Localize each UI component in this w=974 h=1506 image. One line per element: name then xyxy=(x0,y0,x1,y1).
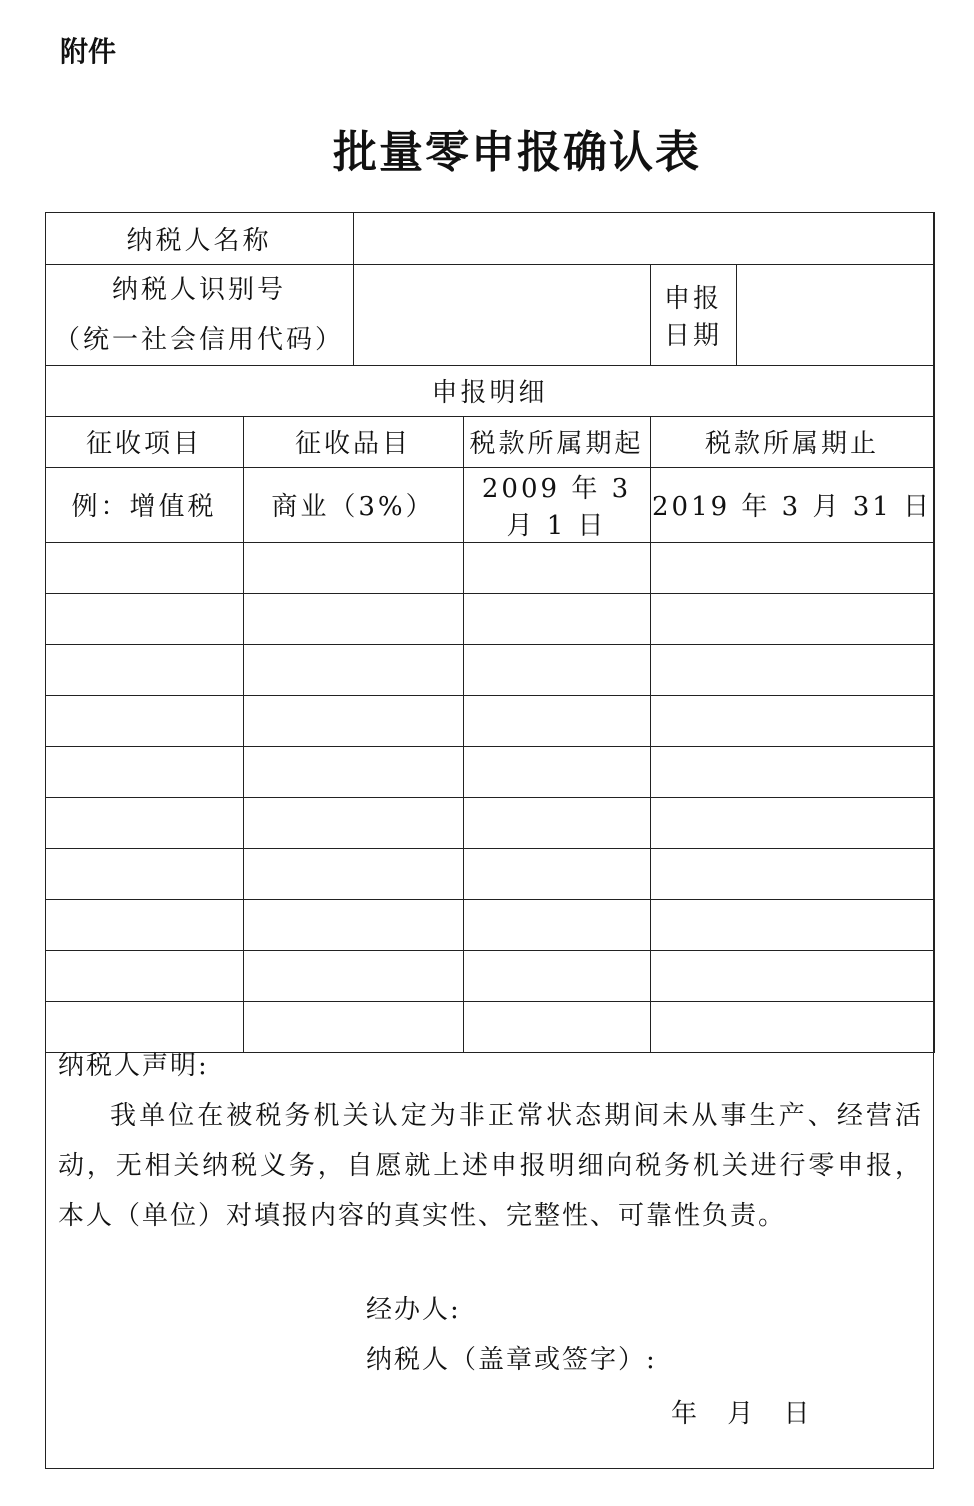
levy-category-cell[interactable] xyxy=(243,797,463,848)
levy-category-cell[interactable] xyxy=(243,899,463,950)
levy-item-cell[interactable] xyxy=(45,746,243,797)
page-title: 批量零申报确认表 xyxy=(333,127,701,178)
declaration-label: 纳税人声明: xyxy=(58,1051,209,1081)
example-levy-category: 商业（3%） xyxy=(243,467,463,542)
period-end-cell[interactable] xyxy=(650,746,934,797)
example-period-end: 2019 年 3 月 31 日 xyxy=(650,467,934,542)
period-end-cell[interactable] xyxy=(650,593,934,644)
period-start-cell[interactable] xyxy=(463,899,650,950)
levy-item-cell[interactable] xyxy=(45,797,243,848)
detail-header-row xyxy=(45,416,934,467)
period-end-cell[interactable] xyxy=(650,542,934,593)
table-row xyxy=(45,950,934,1001)
levy-category-cell[interactable] xyxy=(243,644,463,695)
column-header-levy-item: 征收项目 xyxy=(45,416,243,467)
levy-category-cell[interactable] xyxy=(243,746,463,797)
taxpayer-name-field[interactable] xyxy=(353,212,934,264)
example-row xyxy=(45,467,934,542)
levy-item-cell[interactable] xyxy=(45,542,243,593)
period-start-cell[interactable] xyxy=(463,695,650,746)
column-header-levy-category: 征收品目 xyxy=(243,416,463,467)
period-start-cell[interactable] xyxy=(463,746,650,797)
table-row xyxy=(45,899,934,950)
form-table xyxy=(45,212,935,1053)
period-end-cell[interactable] xyxy=(650,899,934,950)
taxpayer-sign-label: 纳税人（盖章或签字）: xyxy=(366,1345,657,1375)
levy-item-cell[interactable] xyxy=(45,644,243,695)
period-end-cell[interactable] xyxy=(650,695,934,746)
declaration-body: 我单位在被税务机关认定为非正常状态期间未从事生产、经营活动，无相关纳税义务，自愿就上述申报明细向税务机关进行零申报，本人（单位）对填报内容的真实性、完整性、可靠性负责。 xyxy=(58,1101,923,1231)
report-date-label: 申报日期 xyxy=(650,264,736,365)
period-end-cell[interactable] xyxy=(650,797,934,848)
handler-label: 经办人: xyxy=(366,1295,461,1325)
levy-item-cell[interactable] xyxy=(45,695,243,746)
taxpayer-id-field[interactable] xyxy=(353,264,650,365)
table-row xyxy=(45,644,934,695)
period-start-cell[interactable] xyxy=(463,644,650,695)
taxpayer-id-label xyxy=(45,264,353,365)
levy-item-cell[interactable] xyxy=(45,593,243,644)
levy-item-cell[interactable] xyxy=(45,848,243,899)
period-end-cell[interactable] xyxy=(650,950,934,1001)
period-start-cell[interactable] xyxy=(463,542,650,593)
column-header-period-end: 税款所属期止 xyxy=(650,416,934,467)
period-start-cell[interactable] xyxy=(463,797,650,848)
levy-item-cell[interactable] xyxy=(45,899,243,950)
levy-item-cell[interactable] xyxy=(45,950,243,1001)
taxpayer-id-label-line1: 纳税人识别号 xyxy=(112,274,287,305)
taxpayer-name-label: 纳税人名称 xyxy=(45,212,353,264)
blank-rows xyxy=(45,542,934,1052)
levy-category-cell[interactable] xyxy=(243,542,463,593)
period-start-cell[interactable] xyxy=(463,848,650,899)
table-row xyxy=(45,695,934,746)
table-row xyxy=(45,848,934,899)
period-end-cell[interactable] xyxy=(650,644,934,695)
period-start-cell[interactable] xyxy=(463,593,650,644)
levy-category-cell[interactable] xyxy=(243,695,463,746)
table-row xyxy=(45,746,934,797)
example-period-start: 2009 年 3 月 1 日 xyxy=(463,467,650,542)
declaration-block xyxy=(58,1041,923,1241)
levy-category-cell[interactable] xyxy=(243,593,463,644)
attachment-label: 附件 xyxy=(60,35,117,68)
levy-category-cell[interactable] xyxy=(243,950,463,1001)
table-row xyxy=(45,542,934,593)
detail-section-title: 申报明细 xyxy=(45,365,934,416)
report-date-field[interactable] xyxy=(736,264,934,365)
taxpayer-id-label-line2: （统一社会信用代码） xyxy=(54,324,345,355)
date-line: 年 月 日 xyxy=(671,1399,810,1429)
table-row xyxy=(45,797,934,848)
example-levy-item: 例：增值税 xyxy=(45,467,243,542)
table-row xyxy=(45,593,934,644)
column-header-period-start: 税款所属期起 xyxy=(463,416,650,467)
confirmation-form xyxy=(45,212,934,1469)
levy-category-cell[interactable] xyxy=(243,848,463,899)
period-start-cell[interactable] xyxy=(463,950,650,1001)
period-end-cell[interactable] xyxy=(650,848,934,899)
